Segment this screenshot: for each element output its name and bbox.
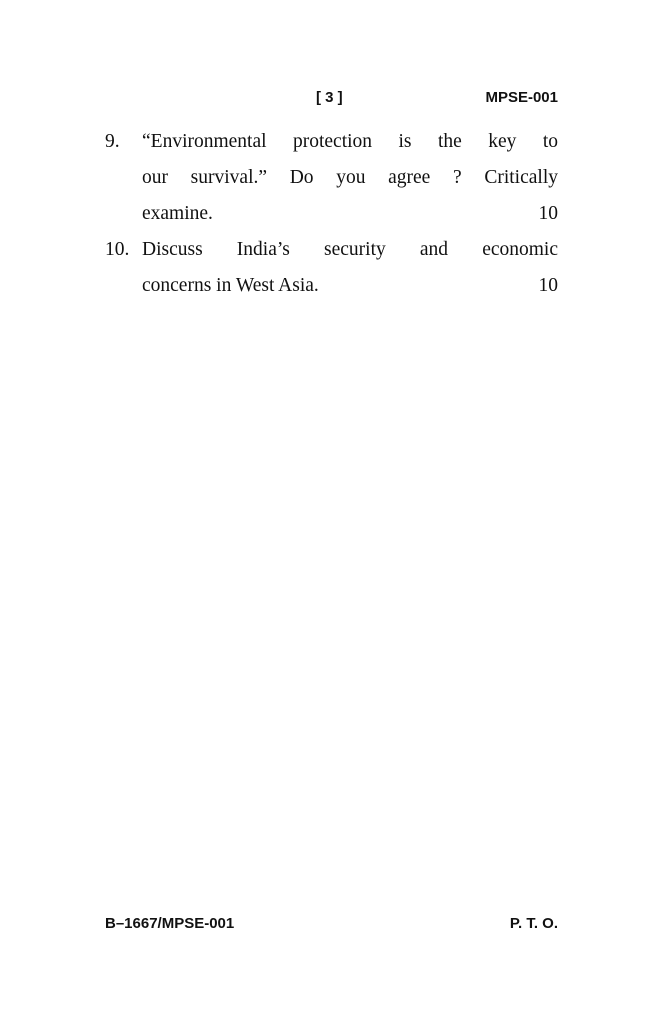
question-last-line [142,268,558,304]
question-10 [105,232,558,304]
page-number: [ 3 ] [316,89,343,106]
question-last-line [142,196,558,232]
question-marks: 10 [538,275,558,296]
question-text-end: concerns in West Asia. [142,275,319,296]
footer-paper-code: B–1667/MPSE-001 [105,915,235,932]
question-text-line: “Environmental protection is the key to [142,131,558,152]
paper-code: MPSE-001 [485,89,558,106]
question-text-end: examine. [142,203,213,224]
questions-list [105,124,558,304]
footer-pto: P. T. O. [509,915,558,932]
question-number: 10. [105,239,130,260]
question-9 [105,124,558,232]
question-text-line: our survival.” Do you agree ? Critically [142,167,558,188]
question-text-line: Discuss India’s security and economic [142,239,558,260]
question-marks: 10 [538,203,558,224]
question-number: 9. [105,131,120,152]
